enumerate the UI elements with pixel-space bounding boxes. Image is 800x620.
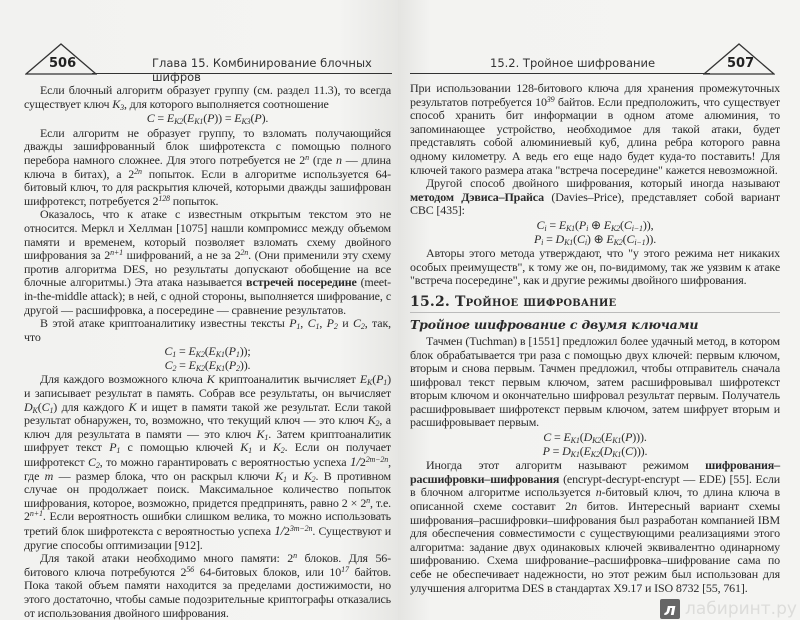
text-run: = — [546, 217, 559, 232]
running-head: Глава 15. Комбинирование блочных шифров — [152, 56, 372, 84]
math-variable: K — [240, 440, 249, 455]
header-rule — [410, 73, 710, 74]
math-variable: C — [307, 316, 316, 331]
math-variable: K — [112, 96, 121, 111]
superscript: n — [305, 152, 310, 162]
text-run: В этой атаке криптоаналитику известны тексты — [40, 316, 290, 331]
text-run: . Существуют и другие способы оптимизации [912]. — [24, 524, 391, 552]
text-run: Оказалось, что к атаке с известным открытым текстом это не относится. Меркл и Хеллман [1075] нашли компромисс между объемом памяти и временем, который позволяет взломать схему двойного шифрования за 2 — [24, 207, 391, 263]
text-run: 64-битовых блоков, или 10 — [194, 564, 342, 579]
text-run: ( — [599, 443, 604, 458]
math-variable: m — [44, 468, 54, 483]
math-variable: C — [543, 430, 552, 445]
subscript: K1 — [570, 436, 580, 446]
text-run: = — [176, 357, 189, 372]
text-run: = — [154, 111, 167, 126]
text-run: Если блочный алгоритм образует группу (см. раздел 11.3), то всегда существует ключ — [24, 83, 391, 111]
subscript: 1 — [172, 350, 177, 360]
math-variable: K — [367, 413, 376, 428]
text-run: (где — [309, 152, 336, 167]
text-run: , а ключ для результата в памяти — это ключ — [24, 413, 391, 441]
running-head: 15.2. Тройное шифрование — [490, 56, 656, 70]
math-variable: n — [571, 499, 577, 514]
math-variable: C — [576, 231, 585, 246]
math-variable: n — [595, 485, 602, 500]
subscript: 2 — [375, 419, 380, 429]
math-variable: C — [536, 217, 545, 232]
formula-line — [24, 359, 391, 373]
math-variable: E — [208, 357, 216, 372]
math-variable: C — [41, 399, 50, 414]
formula-line — [410, 445, 780, 459]
subscript: K2 — [195, 363, 205, 373]
text-run: ( — [620, 217, 624, 232]
formula — [24, 112, 391, 126]
math-variable: P — [326, 316, 334, 331]
text-run: , где — [24, 455, 391, 483]
subscript: K1 — [564, 237, 574, 247]
subscript: 1 — [264, 432, 269, 442]
subscript: K — [367, 378, 373, 388]
math-variable: P — [376, 372, 384, 387]
math-variable: E — [188, 344, 196, 359]
math-variable: C — [623, 217, 632, 232]
subsection-heading: Тройное шифрование с двумя ключами — [410, 316, 699, 332]
paragraph — [410, 247, 780, 288]
math-variable: C — [352, 316, 361, 331]
paragraph — [410, 335, 780, 430]
text-run: ( — [372, 372, 377, 387]
math-variable: E — [208, 344, 216, 359]
text-run: (Davies–Price), представляет собой вариант CBC [435]: — [410, 189, 780, 218]
superscript: n+1 — [29, 509, 43, 519]
formula — [24, 345, 391, 372]
paragraph — [24, 208, 391, 317]
text-run: ( — [579, 443, 584, 458]
subscript: i — [584, 237, 587, 247]
math-variable: E — [583, 443, 591, 458]
subscript: 2 — [172, 363, 177, 373]
superscript: 128 — [158, 193, 170, 203]
subscript: K2 — [610, 223, 621, 233]
superscript: n+1 — [110, 248, 124, 258]
math-variable: D — [555, 231, 565, 246]
text-run: байтов. Пока такой объем памяти находится за пределами достижимости, но этого достаточно, чтобы самые подозрительные криптографы отказались от использования двойного шифрования. — [24, 564, 391, 620]
text-run: попыток. — [169, 193, 219, 208]
text-run: ( — [621, 430, 626, 445]
text-run: . Если он получает шифротекст — [24, 440, 391, 470]
subscript: K1 — [215, 350, 225, 360]
math-variable: E — [187, 111, 195, 126]
subscript: K1 — [194, 117, 204, 127]
text-run: Тачмен (Tuchman) в [1551] предложил более удачный метод, в котором блок обрабатывается три раза с помощью двух ключей: первым ключом, вторым и снова первым. Тачмен предложил, чтобы отправитель сначала шифровал текст первым ключом, затем расшифровывал шифротекст вторым ключом и окончательно шифровал результат первым. Получатель расшифровывает шифротекст первым ключом, затем шифрует вторым и расшифровывает первым. — [410, 333, 780, 430]
text-run: байтов. Если предположить, что существует способ хранить бит информации в одном атоме алюминия, то запоминающее устройство, необходимое для такой атаки, будет представлять собой алюминиевый куб, длина ребра которого равна одному километру. А ведь его еще надо будет куда-то поставить! Для ключей такого размера атака "встреча посередине" кажется невозможной. — [410, 94, 780, 177]
text-run: — длина ключа в битах), а 2 — [24, 152, 391, 181]
math-variable: P — [254, 111, 262, 126]
text-run: ( — [203, 111, 208, 126]
superscript: 2n — [240, 248, 249, 258]
text-run: криптоаналитик вычисляет — [214, 372, 360, 387]
formula-line — [410, 431, 780, 445]
math-variable: P — [533, 231, 542, 246]
text-run: , т.е. 2 — [24, 495, 391, 524]
subscript: 1 — [296, 322, 301, 332]
subscript: K2 — [590, 449, 600, 459]
text-run: )). — [645, 231, 657, 246]
text-run: = — [549, 443, 563, 458]
text-run: и ищет в памяти такой же результат. Если такой результат обнаружен, то, возможно, что текущий ключ — это ключ — [24, 399, 391, 428]
math-variable: P — [228, 357, 236, 372]
watermark-text: лабиринт.ру — [685, 599, 797, 619]
fraction: 1/ — [350, 454, 360, 470]
text-run: , — [300, 316, 308, 331]
math-variable: P — [542, 443, 550, 458]
superscript: 56 — [186, 564, 195, 574]
page-number: 507 — [727, 56, 755, 71]
text-run: . (Они применили эту схему против алгоритма DES, но результаты допускают обобщение на все блочные алгоритмы.) Эта атака называется — [24, 248, 391, 290]
math-variable: C — [146, 111, 155, 126]
text-run: (encrypt-decrypt-encrypt — EDE) [55]. Если в блочном алгоритме используется — [410, 471, 780, 500]
text-run: Иногда этот алгоритм называют режимом — [426, 458, 706, 473]
paragraph — [410, 82, 780, 177]
math-variable: P — [625, 430, 633, 445]
subscript: 2 — [311, 474, 316, 484]
text-run: ( — [183, 111, 187, 126]
text-run: ( — [37, 399, 42, 414]
math-variable: K — [128, 399, 137, 414]
text-run: с помощью ключей — [120, 440, 241, 455]
text-run: шифрований, а не за 2 — [123, 248, 241, 263]
text-run: )); — [239, 344, 251, 359]
subscript: 1 — [383, 378, 388, 388]
text-run: Авторы этого метода утверждают, что "у этого режима нет никаких особых преимуществ", к тому же он, по-видимому, так же уязвим к атаке "встреча посередине", как и другие режимы двойного шифрования. — [410, 246, 780, 288]
math-variable: C — [625, 443, 633, 458]
page-number: 506 — [49, 56, 77, 71]
text-run: ))). — [632, 443, 648, 458]
text-run: = — [176, 344, 189, 359]
math-variable: D — [583, 430, 593, 445]
math-variable: E — [359, 372, 368, 387]
subscript: 2 — [333, 322, 338, 332]
math-variable: E — [234, 111, 242, 126]
text-run: -битовый ключ, то длина ключа в описанной схеме составит 2 — [410, 485, 780, 514]
superscript: 17 — [341, 564, 349, 574]
text-run: ). — [261, 111, 269, 126]
text-run: битов. Интересный вариант схемы шифрования–расшифровки–шифрования был разработан компанией IBM для обеспечения совместимости с существующими реализациями этого алгоритма: задание двух одинаковых ключей эквивалентно одинарному шифрованию. Схема шифрование–расшифровка–шифрование сама по себе не обеспечивает надежности, но этот режим был использован для улучшения алгоритма DES в стандартах X9.17 и ISO 8732 [55, 761]. — [410, 499, 780, 595]
paragraph — [24, 373, 391, 552]
math-variable: P — [228, 344, 236, 359]
math-variable: P — [289, 316, 297, 331]
paragraph — [24, 127, 391, 209]
labirint-logo-icon: л — [660, 599, 680, 619]
subscript: 1 — [315, 322, 320, 332]
math-variable: K — [256, 426, 265, 441]
subscript: K1 — [612, 436, 622, 446]
text-run: Другой способ двойного шифрования, который иногда называют — [426, 176, 780, 191]
text-run: При использовании 128-битового ключа для хранения промежуточных результатов потребуется 10 — [410, 81, 780, 109]
subscript: 2 — [95, 461, 100, 471]
text-run: ) ⊕ — [586, 231, 607, 246]
subscript: 1 — [282, 474, 287, 484]
text-run: Для такой атаки необходимо много памяти: 2 — [40, 551, 294, 566]
text-run: )), — [642, 217, 654, 232]
subscript: K — [32, 405, 38, 415]
superscript: 3m−2n — [289, 524, 313, 533]
text-run: ( — [579, 430, 584, 445]
math-variable: D — [603, 443, 613, 458]
subscript: i−1 — [631, 223, 643, 233]
math-variable: C — [164, 357, 173, 372]
subscript: i — [541, 237, 544, 247]
math-variable: E — [606, 231, 614, 246]
superscript: n — [293, 551, 297, 561]
subscript: 2 — [280, 446, 285, 456]
text-run: = — [551, 430, 564, 445]
left-page — [0, 0, 398, 620]
text-run: Если алгоритм не образует группу, то взломать получающийся дважды зашифрованный блок шифротекста с помощью полного перебора намного сложнее. Для этого потребуется не 2 — [24, 125, 391, 167]
text-run: . Затем криптоаналитик шифрует текст — [24, 426, 391, 455]
text-run: — размер блока, что он раскрыл ключи — [53, 468, 276, 483]
text-run: ) для каждого — [53, 399, 129, 414]
paragraph — [24, 317, 391, 344]
math-variable: K — [206, 372, 215, 387]
math-variable: K — [275, 468, 283, 483]
bold-term: встречей посередине — [246, 275, 357, 290]
text-run: ( — [224, 344, 229, 359]
math-variable: P — [207, 111, 215, 126]
text-run: )) = — [214, 111, 235, 126]
subscript: K2 — [195, 350, 205, 360]
math-variable: E — [188, 357, 196, 372]
fraction: 1/ — [274, 523, 285, 538]
math-variable: K — [272, 440, 281, 455]
text-run: )). — [239, 357, 251, 372]
text-run: ( — [573, 231, 577, 246]
subscript: i — [544, 223, 547, 233]
subscript: K2 — [613, 237, 623, 247]
bold-term: методом Дэвиса–Прайса — [410, 189, 544, 204]
text-run: , так, что — [24, 316, 391, 344]
math-variable: E — [605, 430, 613, 445]
text-run: . Если вероятность ошибки слишком велика, то можно использовать третий блок шифротекста с вероятностью успеха — [24, 509, 391, 538]
math-variable: D — [24, 399, 33, 414]
text-run: 2 — [284, 524, 290, 538]
subscript: i — [586, 223, 589, 233]
subscript: 2 — [360, 322, 365, 332]
superscript: 39 — [546, 94, 555, 104]
bold-term: шифрования–расшифровки–шифрования — [410, 458, 780, 486]
text-run: и — [286, 468, 304, 483]
text-run: и — [252, 440, 273, 455]
text-run: ) и записывает результат в память. Собрав все результаты, он вычисляет — [24, 372, 391, 401]
formula — [410, 219, 780, 246]
math-variable: n — [335, 152, 342, 167]
math-variable: P — [578, 217, 587, 232]
text-run: ( — [250, 111, 255, 126]
text-run: ( — [601, 430, 606, 445]
text-run: ( — [224, 357, 229, 372]
subscript: K1 — [570, 449, 580, 459]
math-variable: C — [164, 344, 173, 359]
subscript: 1 — [248, 446, 253, 456]
math-variable: E — [563, 430, 571, 445]
text-run: блоков. Для 56-битового ключа потребуются 2 — [24, 551, 391, 579]
text-run: ( — [575, 217, 579, 232]
math-variable: E — [603, 217, 611, 232]
text-run: ⊕ — [588, 217, 604, 232]
subscript: i−1 — [634, 237, 646, 247]
text-run: = — [543, 231, 556, 246]
text-run: 2 — [359, 455, 366, 470]
paragraph — [410, 459, 780, 595]
superscript: n — [366, 495, 371, 505]
text-run: Для каждого возможного ключа — [40, 372, 207, 387]
text-run: и — [337, 316, 353, 331]
subscript: K1 — [215, 363, 225, 373]
formula-line — [410, 233, 780, 247]
text-run: ))). — [632, 430, 647, 445]
right-page-body — [410, 82, 780, 595]
right-page — [398, 0, 800, 620]
text-run: , то можно гарантировать с вероятностью успеха — [99, 455, 351, 470]
paragraph — [24, 84, 391, 111]
left-page-body — [24, 84, 391, 620]
text-run: , — [319, 316, 327, 331]
subscript: K2 — [174, 117, 184, 127]
math-variable: E — [558, 217, 566, 232]
formula-line — [410, 219, 780, 233]
math-variable: E — [166, 111, 175, 126]
superscript: 2m−2n — [365, 455, 389, 465]
subscript: 1 — [116, 446, 121, 456]
text-run: ( — [621, 443, 626, 458]
formula-line — [24, 112, 391, 126]
text-run: ( — [204, 344, 209, 359]
section-heading: 15.2. Тройное шифрование — [410, 294, 780, 313]
paragraph — [410, 177, 780, 218]
math-variable: C — [87, 455, 96, 470]
math-variable: K — [303, 468, 312, 483]
text-run: (meet-in-the-middle attack); в ней, с одной стороны, выполняется шифрование, с другой — расшифровка, а посередине — сравнение результатов. — [24, 275, 391, 317]
math-variable: P — [109, 440, 117, 455]
text-run: ( — [622, 231, 627, 246]
subscript: 2 — [236, 363, 240, 373]
watermark — [660, 599, 797, 619]
subscript: K1 — [566, 223, 576, 233]
text-run: попыток. Если в алгоритме используется 64-битовый ключ, то для раскрытия ключей, которыми дважды зашифрован шифротекст, потребуется 2 — [24, 166, 391, 208]
subscript: K3 — [241, 117, 251, 127]
formula-line — [24, 345, 391, 359]
header-rule — [92, 73, 392, 74]
subscript: K1 — [612, 449, 622, 459]
superscript: 2n — [134, 166, 142, 176]
subscript: 1 — [49, 405, 54, 415]
formula — [410, 431, 780, 458]
math-variable: D — [562, 443, 571, 458]
text-run: ( — [204, 357, 209, 372]
subscript: K2 — [592, 436, 602, 446]
text-run: . В противном случае он продолжает поиск. Максимальное количество попыток шифрования, которое, возможно, придется предпринять, равно 2 × 2 — [24, 468, 391, 510]
subscript: 1 — [235, 350, 240, 360]
math-variable: C — [626, 231, 635, 246]
subscript: 3 — [120, 102, 124, 112]
text-run: , для которого выполняется соотношение — [123, 96, 329, 111]
paragraph — [24, 552, 391, 620]
